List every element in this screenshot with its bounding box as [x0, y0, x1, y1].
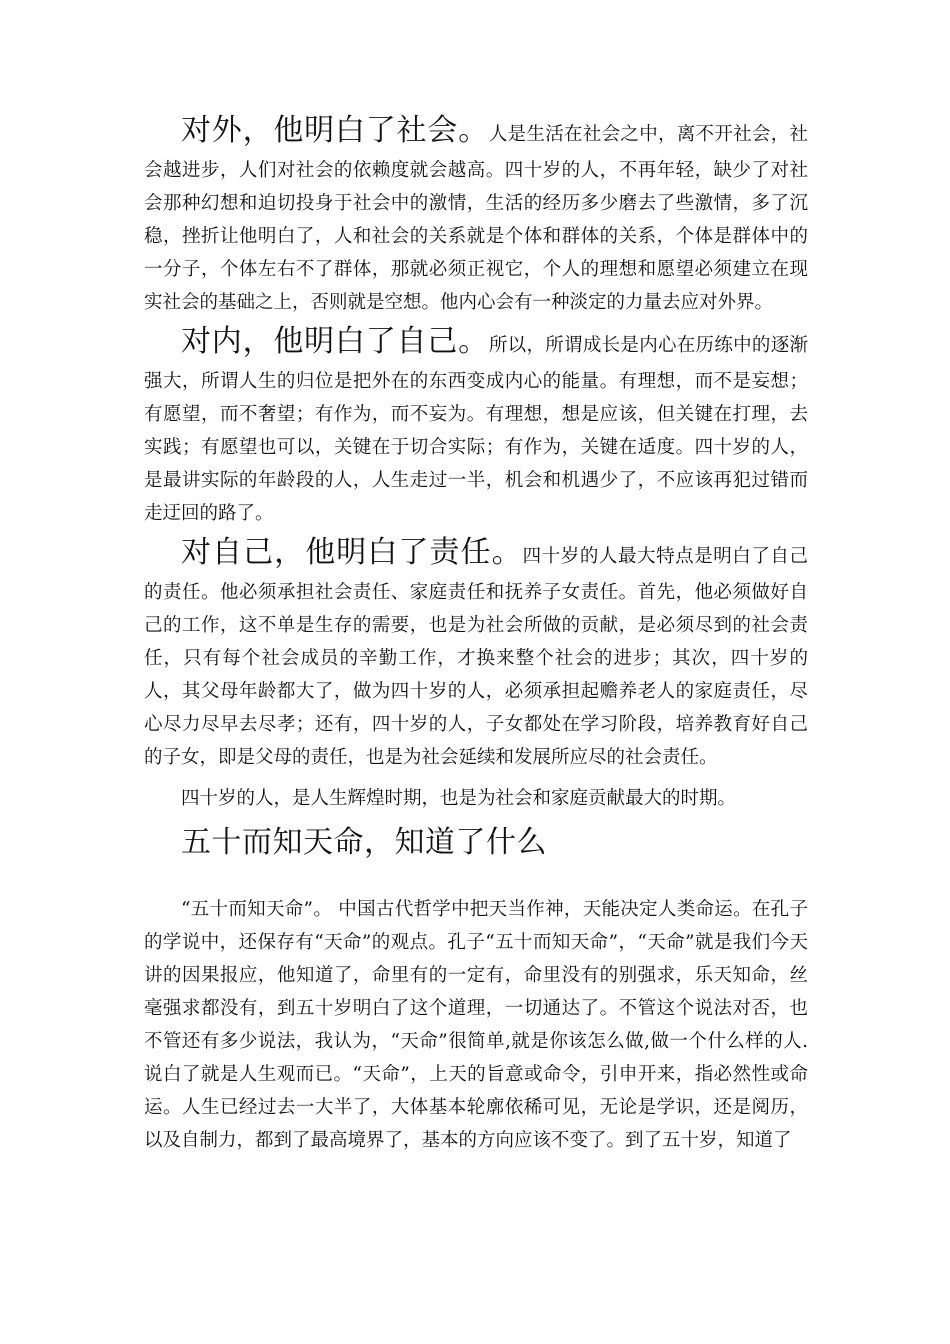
section-title-fifty: 五十而知天命，知道了什么	[181, 825, 547, 860]
section-body: 四十岁的人最大特点是明白了自己的责任。他必须承担社会责任、家庭责任和抚养子女责任。首先，他必须做好自己的工作，这不单是生存的需要，也是为社会所做的贡献，是必须尽到的社会责任，只有每个社会成员的辛勤工作，才换来整个社会的进步；其次，四十岁的人，其父母年龄都大了，做为四十岁的人，必须承担起赡养老人的家庭责任，尽心尽力尽早去尽孝；还有，四十岁的人，子女都处在学习阶段，培养教育好自己的子女，即是父母的责任，也是为社会延续和发展所应尽的社会责任。	[144, 546, 808, 768]
fifty-paragraph: “五十而知天命”。 中国古代哲学中把天当作神，天能决定人类命运。在孔子的学说中，还保存有“天命”的观点。孔子“五十而知天命”，“天命”就是我们今天讲的因果报应，他知道了，命里有的一定有，命里没有的别强求，乐天知命，丝毫强求都没有，到五十岁明白了这个道理，一切通达了。不管这个说法对否，也不管还有多少说法，我认为，“天命”很简单,就是你该怎么做,做一个什么样的人.说白了就是人生观而已。“天命”，上天的旨意或命令，引申开来，指必然性或命运。人生已经过去一大半了，大体基本轮廓依稀可见，无论是学识，还是阅历，以及自制力，都到了最高境界了，基本的方向应该不变了。到了五十岁，知道了	[144, 899, 808, 1151]
document-page	[144, 108, 808, 1157]
section-body: 所以，所谓成长是内心在历练中的逐渐强大，所谓人生的归位是把外在的东西变成内心的能量。有理想，而不是妄想；有愿望，而不奢望；有作为，而不妄为。有理想，想是应该，但关键在打理，去实践；有愿望也可以，关键在于切合实际；有作为，关键在适度。四十岁的人，是最讲实际的年龄段的人，人生走过一半，机会和机遇少了，不应该再犯过错而走迂回的路了。	[144, 335, 808, 524]
spacer	[144, 867, 808, 893]
section-responsibility	[144, 530, 808, 774]
section-inner	[144, 319, 808, 530]
section-heading: 对外，他明白了社会。	[181, 113, 489, 148]
section-heading: 对内，他明白了自己。	[181, 324, 489, 359]
section-heading: 对自己，他明白了责任。	[181, 535, 523, 570]
section-outer	[144, 108, 808, 319]
closing-paragraph: 四十岁的人，是人生辉煌时期，也是为社会和家庭贡献最大的时期。	[181, 788, 737, 809]
section-body: 人是生活在社会之中，离不开社会，社会越进步，人们对社会的依赖度就会越高。四十岁的人，不再年轻，缺少了对社会那种幻想和迫切投身于社会中的激情，生活的经历多少磨去了些激情，多了沉稳，挫折让他明白了，人和社会的关系就是个体和群体的关系，个体是群体中的一分子，个体左右不了群体，那就必须正视它，个人的理想和愿望必须建立在现实社会的基础之上，否则就是空想。他内心会有一种淡定的力量去应对外界。	[144, 124, 808, 313]
